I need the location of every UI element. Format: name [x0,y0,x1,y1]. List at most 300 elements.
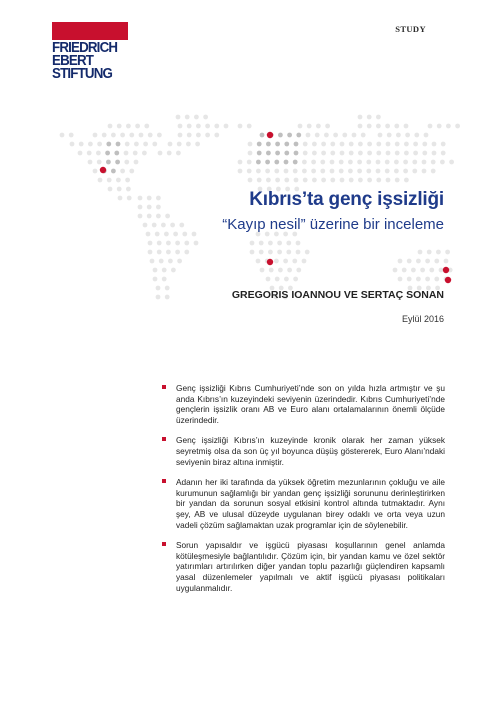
map-dot [275,151,280,156]
map-dot [413,151,418,156]
map-dot [402,268,407,273]
map-dot [248,178,253,183]
map-dot [324,133,329,138]
map-dot [257,142,262,147]
map-dot [274,259,279,264]
map-dot [342,133,347,138]
map-dot [274,169,279,174]
summary-text: Adanın her iki tarafında da yüksek öğretim mezunlarının çokluğu ve aile kurumunun sağlamlığı bir yandan genç işsizliği sorununu derinleştirirken bir yandan da sorunun sosyal etkisini kontrol altında tutmaktadır. Aynı şey, AB ve ulusal düzeyde uygulanan birey odaklı ve orta veya uzun vadeli çözüm sağlamaktan uzak programlar için de söylenebilir. [176,477,445,530]
map-dot [340,178,345,183]
map-dot [315,133,320,138]
map-dot [340,151,345,156]
map-dot [302,169,307,174]
map-dot [205,124,210,129]
map-dot [196,133,201,138]
map-dot [147,214,152,219]
map-dot [105,151,110,156]
map-dot [436,250,441,255]
map-dot [238,169,243,174]
summary-item [160,477,445,530]
map-dot [135,124,140,129]
map-dot [293,277,298,282]
map-dot [376,160,381,165]
map-dot [422,169,427,174]
map-dot [349,151,354,156]
map-dot [425,277,430,282]
map-dot [302,259,307,264]
map-dot [247,160,252,165]
map-dot [303,178,308,183]
map-dot [361,133,366,138]
map-dot [386,178,391,183]
map-dot [358,124,363,129]
map-dot [148,241,153,246]
map-dot [275,142,280,147]
map-dot [205,133,210,138]
map-dot [156,295,161,300]
map-dot [126,187,131,192]
map-dot [339,169,344,174]
map-dot [116,178,121,183]
map-dot [394,160,399,165]
map-dot [152,142,157,147]
map-dot [156,196,161,201]
summary-text: Genç işsizliği Kıbrıs Cumhuriyeti’nde son on yılda hızla artmıştır ve şu anda Kıbrıs’ın kuzeyindeki seviyenin üzerindedir. Kıbrıs Cumhuriyeti’nde gençlerin işsizlik oranı AB ve Euro alanı ortalamalarının önemli ölçüde üzerindedir. [176,383,445,425]
red-square-bullet-icon [162,479,166,483]
map-dot [186,142,191,147]
map-dot [173,232,178,237]
map-dot [340,142,345,147]
map-dot [168,259,173,264]
map-dot [349,178,354,183]
map-dot [376,115,381,120]
map-dot [158,151,163,156]
summary-item [160,435,445,467]
map-dot [247,169,252,174]
map-dot [152,223,157,228]
map-dot [312,142,317,147]
map-dot [143,223,148,228]
map-dot [117,124,122,129]
map-dot [412,160,417,165]
map-dot [178,133,183,138]
map-dot [260,268,265,273]
map-dot [97,160,102,165]
map-dot [358,178,363,183]
map-dot [284,151,289,156]
map-dot [192,232,197,237]
map-dot [404,142,409,147]
map-dot [106,142,111,147]
map-dot [387,133,392,138]
map-dot [134,142,139,147]
map-dot [404,178,409,183]
map-dot [385,124,390,129]
map-dot [424,133,429,138]
map-dot [278,133,283,138]
map-dot [385,169,390,174]
map-dot [446,124,451,129]
map-dot [284,142,289,147]
map-dot [303,151,308,156]
map-dot [404,124,409,129]
map-dot [366,160,371,165]
map-dot [427,250,432,255]
map-dot [305,250,310,255]
map-dot [69,133,74,138]
map-dot [98,178,103,183]
map-dot [418,250,423,255]
map-dot [79,142,84,147]
logo-line-1: FRIEDRICH [52,40,118,56]
map-dot [367,142,372,147]
map-dot [312,151,317,156]
map-highlight-dot [267,259,273,265]
map-dot [275,178,280,183]
map-dot [302,160,307,165]
map-dot [367,124,372,129]
map-dot [102,133,107,138]
map-dot [214,133,219,138]
map-dot [156,214,161,219]
map-dot [441,151,446,156]
map-dot [194,241,199,246]
map-dot [396,133,401,138]
map-dot [386,151,391,156]
map-dot [286,250,291,255]
map-dot [294,151,299,156]
map-dot [157,241,162,246]
map-dot [116,142,121,147]
map-dot [292,259,297,264]
map-dot [284,178,289,183]
summary-item [160,383,445,425]
map-dot [376,169,381,174]
logo-line-3: STIFTUNG [52,66,113,82]
map-dot [142,151,147,156]
map-dot [275,277,280,282]
map-dot [303,142,308,147]
map-dot [429,268,434,273]
map-dot [284,169,289,174]
map-dot [148,133,153,138]
map-dot [256,160,261,165]
publication-date: Eylül 2016 [401,314,444,324]
map-dot [88,160,93,165]
map-dot [147,196,152,201]
map-dot [124,151,129,156]
map-dot [321,151,326,156]
map-dot [171,268,176,273]
map-dot [425,259,430,264]
map-dot [257,178,262,183]
map-dot [358,115,363,120]
map-dot [296,133,301,138]
map-dot [358,151,363,156]
map-dot [441,142,446,147]
map-dot [144,124,149,129]
map-dot [195,142,200,147]
map-dot [412,169,417,174]
map-dot [413,142,418,147]
map-dot [78,151,83,156]
map-dot [395,178,400,183]
map-dot [432,151,437,156]
map-dot [439,268,444,273]
map-dot [422,151,427,156]
map-dot [440,160,445,165]
map-dot [157,250,162,255]
map-dot [395,151,400,156]
map-dot [296,241,301,246]
map-dot [196,124,201,129]
map-dot [93,133,98,138]
map-dot [155,232,160,237]
map-dot [348,169,353,174]
map-dot [294,142,299,147]
map-dot [168,142,173,147]
map-dot [177,142,182,147]
map-dot [330,160,335,165]
map-dot [256,259,261,264]
map-dot [187,124,192,129]
map-dot [277,250,282,255]
map-dot [284,277,289,282]
map-dot [250,250,255,255]
map-dot [265,169,270,174]
map-dot [125,142,130,147]
map-dot [321,178,326,183]
map-dot [321,142,326,147]
map-dot [311,169,316,174]
map-dot [179,223,184,228]
map-dot [405,133,410,138]
map-dot [129,169,134,174]
red-square-bullet-icon [162,542,166,546]
map-dot [153,277,158,282]
map-dot [165,214,170,219]
map-dot [269,268,274,273]
map-dot [449,160,454,165]
map-dot [257,151,262,156]
map-dot [194,115,199,120]
map-dot [203,115,208,120]
map-dot [287,268,292,273]
map-dot [114,151,119,156]
map-dot [403,169,408,174]
summary-text: Genç işsizliği Kıbrıs’ın kuzeyinde kronik olarak her zaman yüksek seyretmiş olsa da son üç yıl boyunca düşüş göstererek, Euro Alanı’ndaki seviyenin biraz altına inmiştir. [176,435,445,467]
map-dot [184,250,189,255]
map-dot [260,133,265,138]
map-dot [376,124,381,129]
map-dot [165,286,170,291]
map-dot [248,142,253,147]
document-subtitle: “Kayıp nesil” üzerine bir inceleme [222,216,444,233]
map-dot [422,142,427,147]
map-dot [376,178,381,183]
map-dot [143,142,148,147]
map-dot [108,124,113,129]
map-dot [248,151,253,156]
map-dot [420,268,425,273]
map-dot [93,169,98,174]
map-dot [339,160,344,165]
map-dot [162,268,167,273]
map-dot [283,259,288,264]
map-dot [176,115,181,120]
document-type-label: STUDY [395,24,426,34]
summary-text: Sorun yapısaldır ve işgücü piyasası koşullarının genel anlamda kötüleşmesiyle bağlantılıdır. Çözüm için, bir yandan kamu ve özel sektör yatırımları artırılırken diğer yandan toplu pazarlığı güçlendiren kapsamlı yasal düzenlemeler yapılmalı ve aktif işgücü piyasası politikaları uygulanmalıdır. [176,540,445,593]
map-dot [358,142,363,147]
map-dot [129,133,134,138]
map-dot [434,277,439,282]
map-dot [367,151,372,156]
map-dot [266,142,271,147]
map-dot [312,178,317,183]
map-dot [407,259,412,264]
summary-list [160,383,445,603]
map-dot [185,115,190,120]
map-dot [259,241,264,246]
map-dot [393,268,398,273]
map-dot [146,232,151,237]
map-dot [367,178,372,183]
map-dot [126,124,131,129]
map-dot [277,241,282,246]
map-dot [138,205,143,210]
map-dot [385,160,390,165]
map-dot [107,178,112,183]
map-dot [357,160,362,165]
map-dot [184,241,189,246]
map-dot [444,259,449,264]
map-dot [115,160,120,165]
map-dot [133,151,138,156]
map-dot [265,160,270,165]
map-dot [434,259,439,264]
map-highlight-dot [443,267,449,273]
map-dot [411,268,416,273]
map-dot [416,259,421,264]
map-dot [88,142,93,147]
map-dot [432,142,437,147]
map-dot [386,142,391,147]
map-dot [214,124,219,129]
map-dot [97,142,102,147]
map-dot [268,241,273,246]
map-dot [134,160,139,165]
map-dot [330,142,335,147]
map-dot [274,160,279,165]
map-dot [148,250,153,255]
map-dot [156,205,161,210]
map-dot [278,268,283,273]
map-dot [175,241,180,246]
map-dot [378,133,383,138]
map-dot [127,196,132,201]
map-dot [395,142,400,147]
map-dot [182,232,187,237]
map-dot [87,151,92,156]
map-dot [238,124,243,129]
map-highlight-dot [267,132,273,138]
map-dot [286,241,291,246]
map-dot [330,178,335,183]
map-dot [287,133,292,138]
map-dot [259,250,264,255]
map-dot [124,160,129,165]
map-dot [333,133,338,138]
map-dot [70,142,75,147]
map-dot [111,169,116,174]
map-dot [159,259,164,264]
summary-item [160,540,445,593]
map-dot [96,151,101,156]
map-dot [431,160,436,165]
map-dot [431,169,436,174]
map-dot [414,133,419,138]
map-dot [238,160,243,165]
map-dot [120,169,125,174]
map-dot [120,133,125,138]
map-dot [111,133,116,138]
map-dot [175,250,180,255]
map-dot [147,205,152,210]
map-dot [367,115,372,120]
map-dot [316,124,321,129]
map-dot [404,151,409,156]
map-dot [428,124,433,129]
map-dot [118,196,123,201]
map-dot [176,151,181,156]
map-dot [330,169,335,174]
map-dot [266,277,271,282]
map-dot [266,178,271,183]
map-dot [170,223,175,228]
map-dot [150,259,155,264]
map-dot [157,133,162,138]
map-dot [398,277,403,282]
map-dot [187,133,192,138]
map-dot [437,124,442,129]
authors: GREGORIS IOANNOU VE SERTAÇ SONAN [231,289,444,301]
map-dot [166,241,171,246]
map-dot [416,277,421,282]
map-dot [164,232,169,237]
map-dot [156,286,161,291]
map-dot [348,160,353,165]
map-dot [296,268,301,273]
map-dot [60,133,65,138]
map-dot [224,124,229,129]
map-dot [294,178,299,183]
map-dot [138,196,143,201]
map-dot [298,124,303,129]
map-dot [125,178,130,183]
map-dot [117,187,122,192]
map-dot [352,133,357,138]
map-dot [376,151,381,156]
document-title: Kıbrıs’ta genç işsizliği [249,189,444,210]
map-dot [311,160,316,165]
map-dot [162,277,167,282]
map-dot [349,142,354,147]
map-dot [296,250,301,255]
red-square-bullet-icon [162,437,166,441]
map-dot [422,160,427,165]
map-dot [161,223,166,228]
map-dot [106,160,111,165]
